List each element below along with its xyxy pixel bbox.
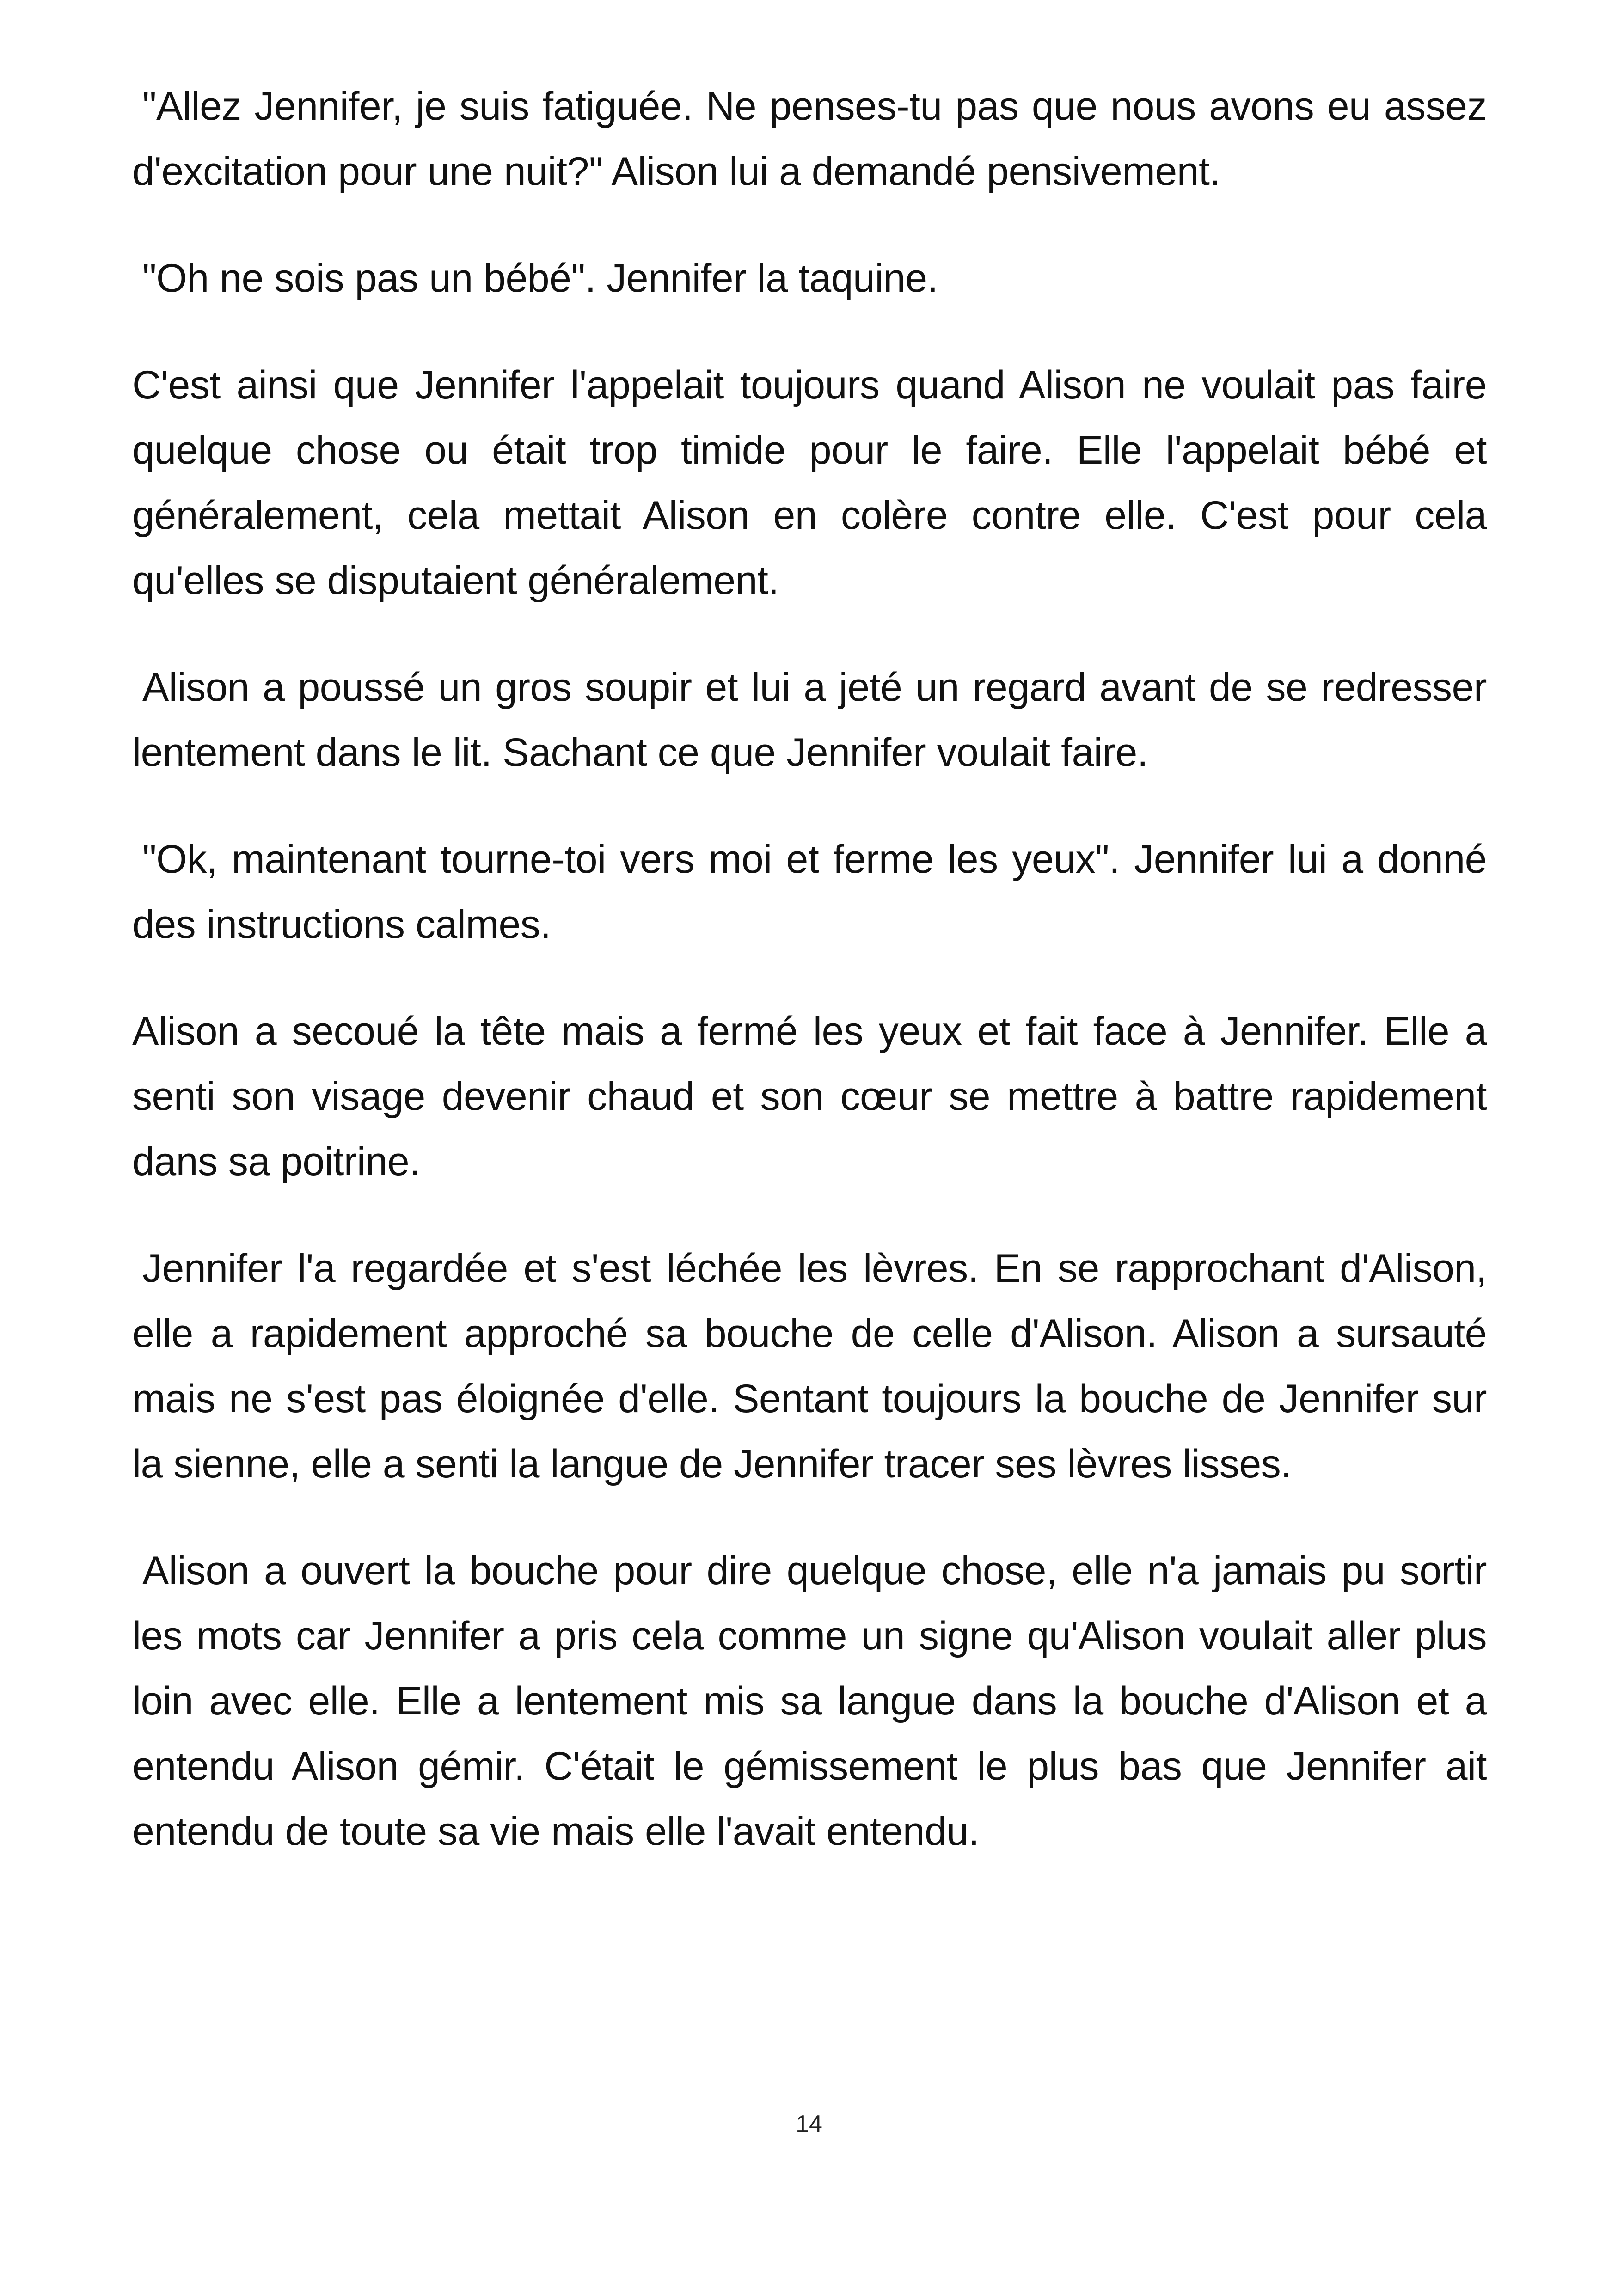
paragraph-7: Jennifer l'a regardée et s'est léchée les lèvres. En se rapprochant d'Alison, elle a rapidement approché sa bouche de celle d'Alison. Alison a sursauté mais ne s'est pas éloignée d'elle. Sentant toujours la bouche de Jennifer sur la sienne, elle a senti la langue de Jennifer tracer ses lèvres lisses. [132, 1246, 1487, 1486]
page-number: 14 [796, 2111, 822, 2137]
paragraph-8: Alison a ouvert la bouche pour dire quelque chose, elle n'a jamais pu sortir les mots car Jennifer a pris cela comme un signe qu'Alison voulait aller plus loin avec elle. Elle a lentement mis sa langue dans la bouche d'Alison et a entendu Alison gémir. C'était le gémissement le plus bas que Jennifer ait entendu de toute sa vie mais elle l'avait entendu. [132, 1549, 1487, 1854]
paragraph-6: Alison a secoué la tête mais a fermé les yeux et fait face à Jennifer. Elle a senti son visage devenir chaud et son cœur se mettre à battre rapidement dans sa poitrine. [132, 1009, 1487, 1184]
paragraph-4: Alison a poussé un gros soupir et lui a jeté un regard avant de se redresser lentement dans le lit. Sachant ce que Jennifer voulait faire. [132, 665, 1487, 775]
paragraph-3: C'est ainsi que Jennifer l'appelait toujours quand Alison ne voulait pas faire quelque chose ou était trop timide pour le faire. Elle l'appelait bébé et généralement, cela mettait Alison en colère contre elle. C'est pour cela qu'elles se disputaient généralement. [132, 363, 1487, 603]
paragraph-5: "Ok, maintenant tourne-toi vers moi et ferme les yeux". Jennifer lui a donné des instructions calmes. [132, 837, 1487, 947]
paragraph-1: "Allez Jennifer, je suis fatiguée. Ne penses-tu pas que nous avons eu assez d'excitation pour une nuit?" Alison lui a demandé pensivement. [132, 84, 1487, 194]
paragraph-2: "Oh ne sois pas un bébé". Jennifer la taquine. [142, 256, 938, 300]
body-text [132, 74, 1487, 1906]
